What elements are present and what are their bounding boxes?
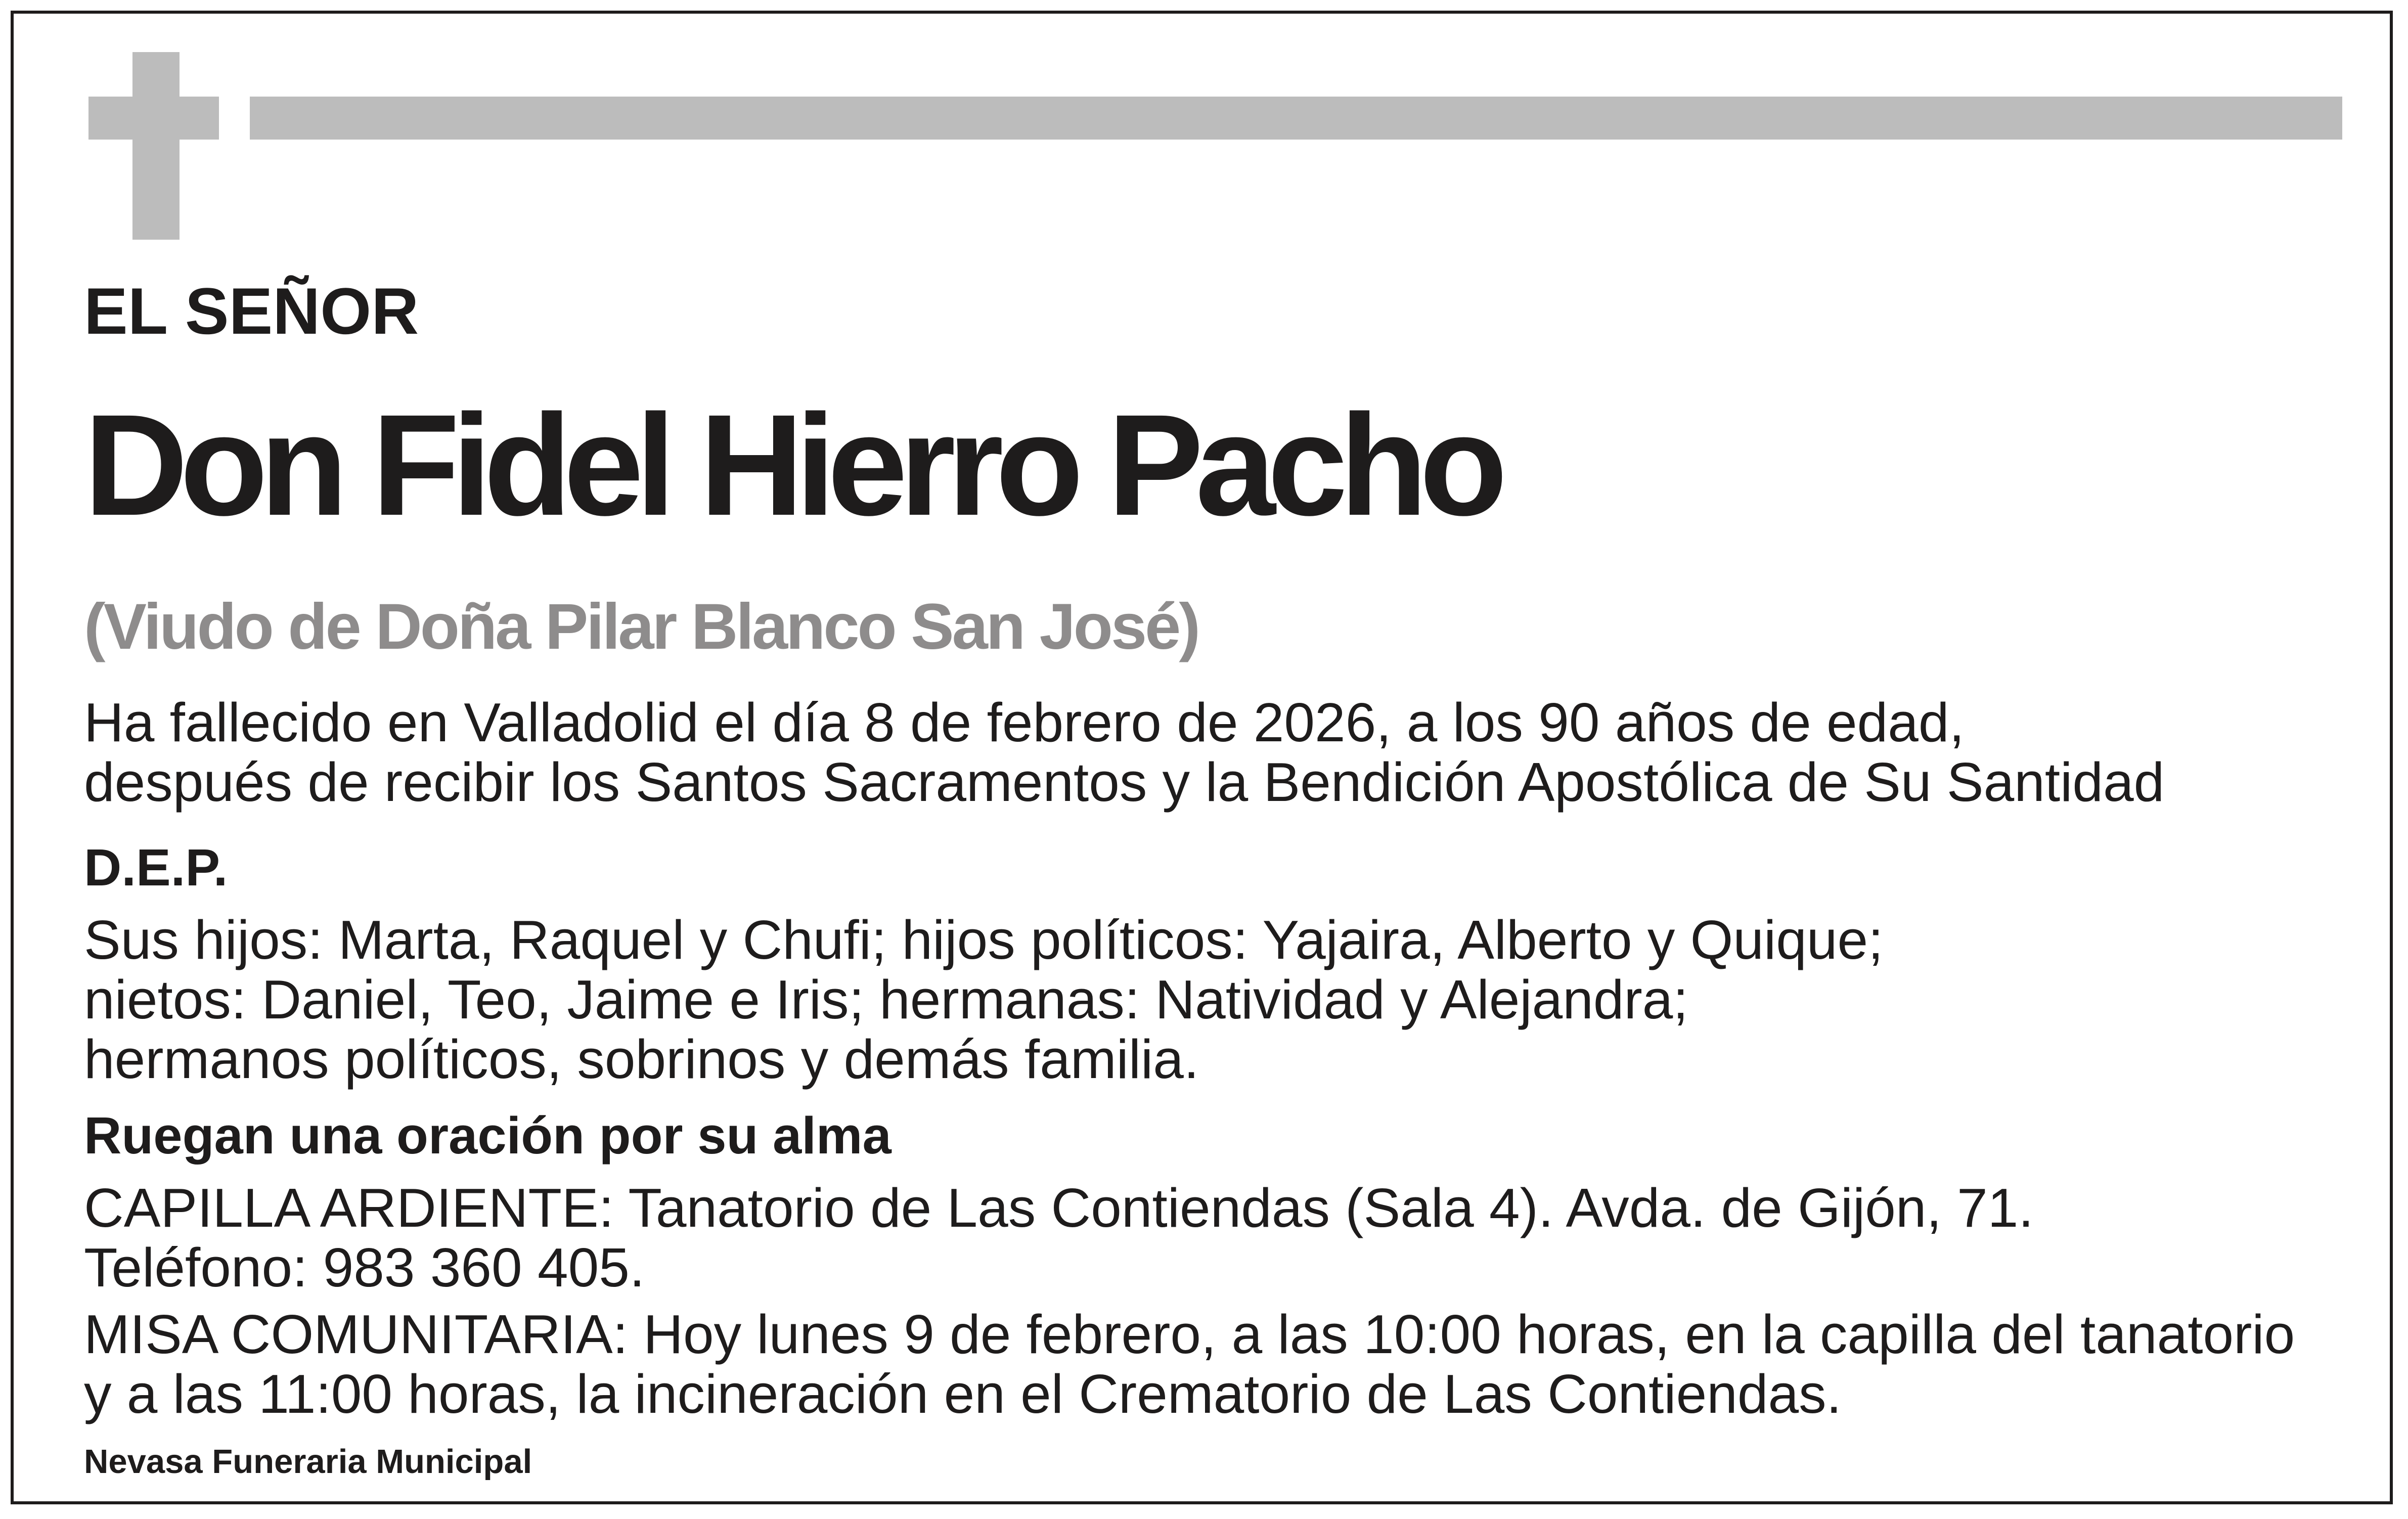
widower-note: (Viudo de Doña Pilar Blanco San José): [84, 591, 1198, 663]
family-line: nietos: Daniel, Teo, Jaime e Iris; hermanas: Natividad y Alejandra;: [84, 969, 1688, 1031]
family-line: Sus hijos: Marta, Raquel y Chufi; hijos políticos: Yajaira, Alberto y Quique;: [84, 909, 1884, 971]
service-line: MISA COMUNITARIA: Hoy lunes 9 de febrero, a las 10:00 horas, en la capilla del tanatorio: [84, 1304, 2295, 1365]
header-divider-bar: [250, 97, 2342, 140]
funeral-home-credit: Nevasa Funeraria Municipal: [84, 1443, 532, 1481]
latin-cross-icon: [132, 52, 180, 240]
announcement-line: Ha fallecido en Valladolid el día 8 de febrero de 2026, a los 90 años de edad,: [84, 692, 1965, 753]
prayer-request: Ruegan una oración por su alma: [84, 1106, 891, 1165]
service-line: CAPILLA ARDIENTE: Tanatorio de Las Contiendas (Sala 4). Avda. de Gijón, 71.: [84, 1177, 2034, 1239]
latin-cross-arm: [88, 97, 219, 140]
service-line: y a las 11:00 horas, la incineración en el Crematorio de Las Contiendas.: [84, 1363, 1842, 1425]
dep-label: D.E.P.: [84, 838, 228, 897]
deceased-name: Don Fidel Hierro Pacho: [84, 385, 1500, 546]
service-line: Teléfono: 983 360 405.: [84, 1237, 645, 1299]
title-eyebrow: EL SEÑOR: [84, 274, 419, 348]
announcement-line: después de recibir los Santos Sacramentos y la Bendición Apostólica de Su Santidad: [84, 751, 2165, 813]
family-line: hermanos políticos, sobrinos y demás familia.: [84, 1029, 1199, 1090]
